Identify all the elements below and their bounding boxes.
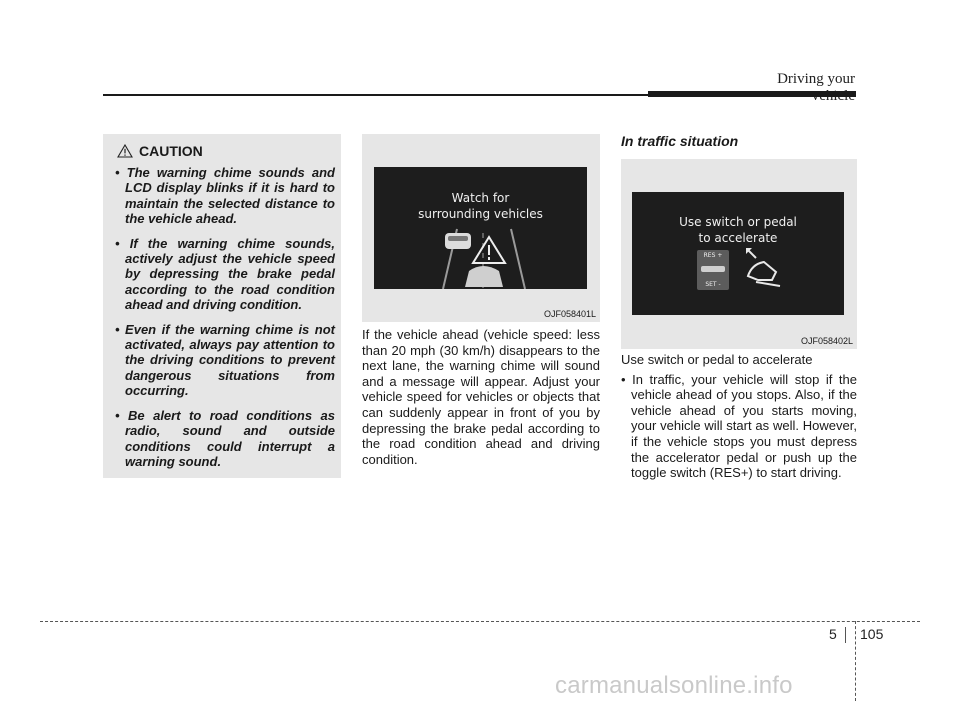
traffic-bullet: • In traffic, your vehicle will stop if the vehicle ahead of you stops. Also, if the vehicle ahead of you starts moving, your vehicle will start as well. However, if the vehicle stops you must depress the accelerator pedal or push up the toggle switch (RES+) to start driving. <box>621 371 857 481</box>
description-paragraph: If the vehicle ahead (vehicle speed: less than 20 mph (30 km/h) disappears to the next lane, the warning chime will sound and a message will appear. Adjust your vehicle speed for vehicles or objects that can suddenly appear in front of you by depressing the brake pedal according to the road condition ahead and driving condition. <box>362 327 600 467</box>
cluster-display <box>632 192 844 315</box>
res-label: RES + <box>703 252 723 259</box>
caution-item: • The warning chime sounds and LCD display blinks if it is hard to maintain the selected distance to the vehicle ahead. <box>115 165 335 227</box>
display-message-line2: to accelerate <box>698 231 778 245</box>
caution-item: • Even if the warning chime is not activated, always pay attention to the driving conditions to prevent dangerous situations from occurring. <box>115 321 335 399</box>
section-title: In traffic situation <box>621 133 739 149</box>
display-message <box>374 190 587 222</box>
caution-list <box>115 165 335 478</box>
figure-code: OJF058402L <box>800 336 853 346</box>
display-message <box>632 214 844 246</box>
caution-title: CAUTION <box>139 143 203 159</box>
footer-rule <box>40 621 920 622</box>
caution-header <box>117 143 203 159</box>
section-header-title: Driving your <box>777 71 855 87</box>
display-message-line1: Use switch or pedal <box>679 215 797 229</box>
lane-change-illustration-icon <box>429 227 539 289</box>
caution-box <box>103 134 341 478</box>
caution-item: • If the warning chime sounds, actively adjust the vehicle speed by depressing the brake pedal according to the road condition ahead and driving condition. <box>115 235 335 313</box>
page-number: 105 <box>860 626 884 642</box>
watermark: carmanualsonline.info <box>555 672 793 699</box>
footer-vertical-rule <box>855 621 856 701</box>
figure-use-switch-or-pedal <box>621 159 857 349</box>
cluster-display <box>374 167 587 289</box>
warning-triangle-icon <box>117 144 133 158</box>
toggle-knob <box>701 266 725 272</box>
accelerator-pedal-icon <box>736 246 786 294</box>
caution-item: • Be alert to road conditions as radio, sound and outside conditions could interrupt a warning sound. <box>115 407 335 469</box>
figure-watch-for-vehicles <box>362 134 600 322</box>
traffic-lead: Use switch or pedal to accelerate <box>621 352 813 367</box>
set-label: SET - <box>705 281 721 288</box>
display-message-line2: surrounding vehicles <box>418 207 543 221</box>
page-number-divider <box>845 627 846 643</box>
display-message-line1: Watch for <box>451 191 510 205</box>
figure-code: OJF058401L <box>543 309 596 319</box>
toggle-switch-icon <box>697 250 729 290</box>
header-rule-accent <box>648 91 856 97</box>
traffic-description <box>621 352 857 481</box>
chapter-number: 5 <box>829 626 837 642</box>
